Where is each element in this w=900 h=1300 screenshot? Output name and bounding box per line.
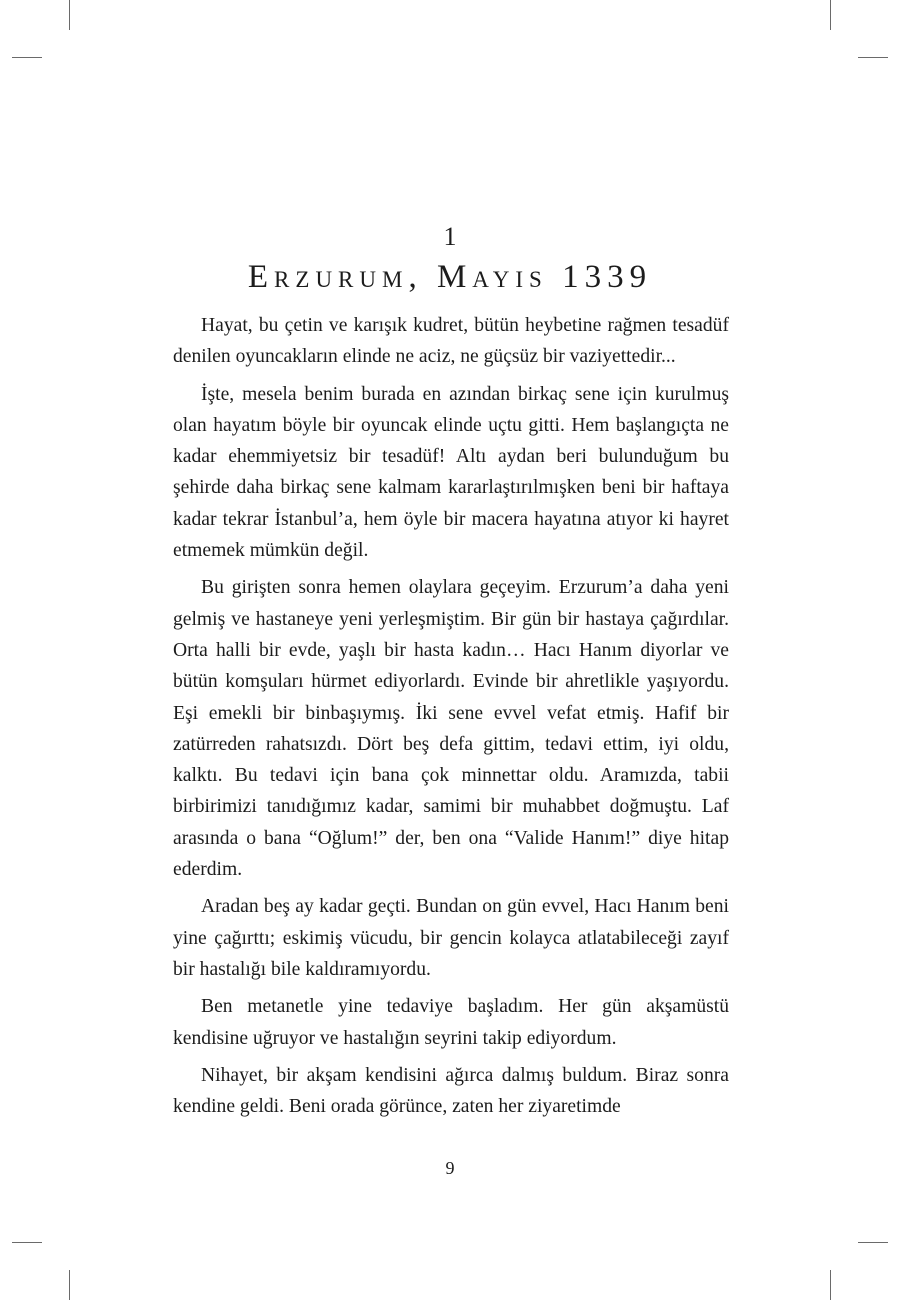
paragraph: Ben metanetle yine tedaviye başladım. Her gün akşamüstü kendisine uğruyor ve hastalığın seyrini takip ediyordum. — [173, 996, 729, 1049]
chapter-number: 1 — [443, 222, 457, 251]
page-number: 9 — [445, 1158, 455, 1178]
paragraph: Hayat, bu çetin ve karışık kudret, bütün heybetine rağmen tesadüf denilen oyuncakların elinde ne aciz, ne güçsüz bir vaziyettedir... — [173, 315, 729, 368]
crop-mark — [830, 0, 831, 30]
paragraph: Aradan beş ay kadar geçti. Bundan on gün evvel, Hacı Hanım beni yine çağırttı; eskimiş vücudu, bir gencin kolayca atlatabileceği zayıf bir hastalığı bile kaldıramıyordu. — [173, 896, 729, 980]
chapter-title: Erzurum, Mayıs 1339 — [247, 259, 653, 295]
crop-mark — [858, 57, 888, 58]
crop-mark — [69, 1270, 70, 1300]
crop-mark — [12, 57, 42, 58]
paragraph: İşte, mesela benim burada en azından birkaç sene için kurulmuş olan hayatım böyle bir oyuncak elinde uçtu gitti. Hem başlangıçta ne kadar ehemmiyetsiz bir tesadüf! Altı aydan beri bulunduğum bu şehirde daha birkaç sene kalmam kararlaştırılmışken beni bir haftaya kadar tekrar İstanbul’a, hem öyle bir macera hayatına atıyor ki hayret etmemek mümkün değil. — [173, 383, 729, 562]
paragraph: Nihayet, bir akşam kendisini ağırca dalmış buldum. Biraz sonra kendine geldi. Beni orada görünce, zaten her ziyaretimde — [173, 1064, 729, 1118]
paragraph: Bu girişten sonra hemen olaylara geçeyim. Erzurum’a daha yeni gelmiş ve hastaneye yeni yerleşmiştim. Bir gün bir hastaya çağırdılar. Orta halli bir evde, yaşlı bir hasta kadın… Hacı Hanım diyorlar ve bütün komşuları hürmet ediyorlardı. Evinde bir ahretlikle yaşıyordu. Eşi emekli bir binbaşıymış. İki sene evvel vefat etmiş. Hafif bir zatürreden rahatsızdı. Dört beş defa gittim, tedavi ettim, iyi oldu, kalktı. Bu tedavi için bana çok minnettar oldu. Aramızda, tabii birbirimizi tanıdığımız kadar, samimi bir muhabbet doğmuştu. Laf arasında o bana “Oğlum!” der, ben ona “Valide Hanım!” diye hitap ederdim. — [173, 577, 729, 881]
crop-mark — [69, 0, 70, 30]
crop-mark — [12, 1242, 42, 1243]
crop-mark — [830, 1270, 831, 1300]
crop-mark — [858, 1242, 888, 1243]
body-text — [173, 310, 729, 1128]
